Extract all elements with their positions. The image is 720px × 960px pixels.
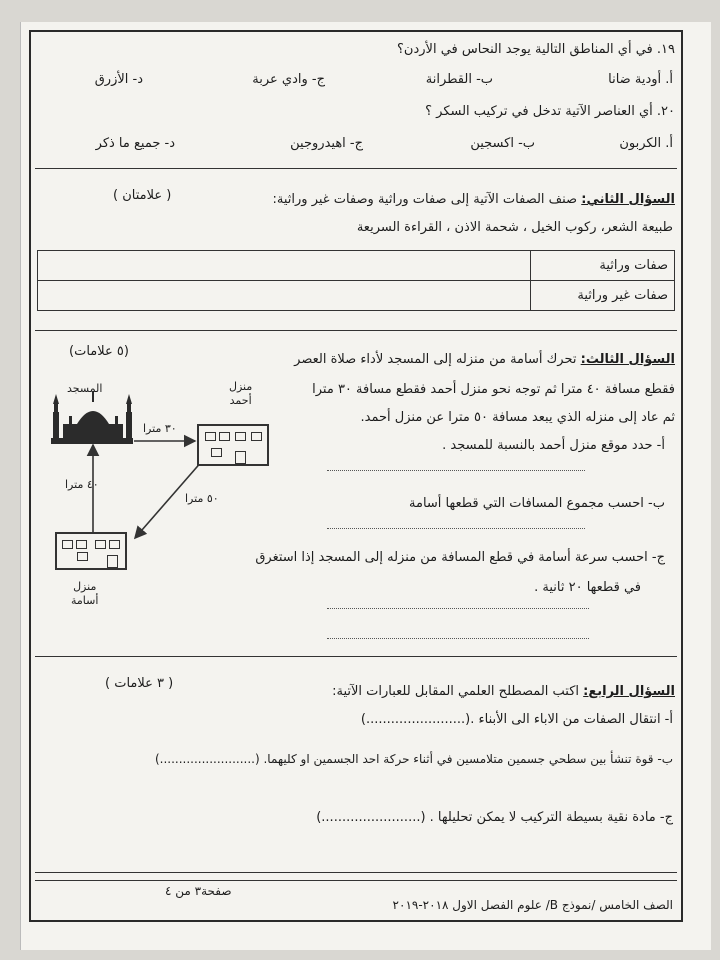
section2-heading — [273, 192, 675, 207]
divider — [35, 872, 677, 873]
page-number: صفحة٣ من ٤ — [165, 884, 232, 898]
section4-heading — [332, 684, 675, 699]
section4-part-c: ج- مادة نقية بسيطة التركيب لا يمكن تحليلها . (........................) — [316, 810, 673, 825]
mosque-label: المسجد — [67, 382, 103, 395]
answer-line[interactable] — [327, 470, 585, 471]
q20-option-a: أ. الكربون — [619, 136, 673, 151]
answer-line[interactable] — [327, 638, 589, 639]
section4-part-a: أ- انتقال الصفات من الاباء الى الأبناء .(........................) — [360, 712, 673, 727]
divider — [35, 656, 677, 657]
section3-line1: فقطع مسافة ٤٠ مترا ثم توجه نحو منزل أحمد فقطع مسافة ٣٠ مترا — [312, 382, 675, 397]
q20-option-d: د- جميع ما ذكر — [95, 136, 175, 151]
section3-part-c2: في قطعها ٢٠ ثانية . — [534, 580, 641, 595]
section3-label: السؤال الثالث: — [580, 352, 675, 367]
divider — [35, 880, 677, 881]
section2-label: السؤال الثاني: — [581, 192, 675, 207]
q20-question: ٢٠. أي العناصر الآتية تدخل في تركيب السكر ؟ — [425, 104, 675, 119]
row-header: صفات وراثية — [531, 251, 675, 281]
q19-question: ١٩. في أي المناطق التالية يوجد النحاس في الأردن؟ — [397, 42, 675, 57]
q19-option-a: أ. أودية ضانا — [608, 72, 673, 87]
section3-line2: ثم عاد إلى منزله الذي يبعد مسافة ٥٠ مترا عن منزل أحمد. — [360, 410, 675, 425]
section3-heading — [294, 352, 675, 367]
section2-marks: ( علامتان ) — [113, 188, 172, 203]
section4-marks: ( ٣ علامات ) — [105, 676, 174, 691]
section3-prompt: تحرك أسامة من منزله إلى المسجد لأداء صلاة العصر — [294, 352, 577, 367]
q19-option-d: د- الأزرق — [94, 72, 143, 87]
section2-prompt: صنف الصفات الآتية إلى صفات وراثية وصفات غير وراثية: — [272, 192, 578, 207]
section3-part-c1: ج- احسب سرعة أسامة في قطع المسافة من منزله إلى المسجد إذا استغرق — [255, 550, 665, 565]
section4-label: السؤال الرابع: — [583, 684, 675, 699]
distance-30-label: ٣٠ مترا — [143, 422, 177, 435]
q19-option-b: ب- القطرانة — [425, 72, 493, 87]
answer-line[interactable] — [327, 608, 589, 609]
mosque-icon — [51, 392, 133, 444]
footer-exam-info: الصف الخامس /نموذج B/ علوم الفصل الاول ٢٠١٨-٢٠١٩ — [392, 898, 673, 912]
row-header: صفات غير وراثية — [531, 281, 675, 311]
section4-prompt: اكتب المصطلح العلمي المقابل للعبارات الآتية: — [332, 684, 580, 699]
section4-part-b: ب- قوة تنشأ بين سطحي جسمين متلامسين في أثناء حركة احد الجسمين او كليهما. (.........................) — [154, 752, 673, 766]
section3-marks: (٥ علامات) — [69, 344, 129, 359]
q20-option-c: ج- اهيدروجين — [290, 136, 363, 151]
distance-50-label: ٥٠ مترا — [185, 492, 219, 505]
ahmad-house-icon — [197, 424, 269, 466]
exam-sheet — [20, 22, 711, 950]
answer-line[interactable] — [327, 528, 585, 529]
section3-part-a: أ- حدد موقع منزل أحمد بالنسبة للمسجد . — [442, 438, 665, 453]
section2-traits: طبيعة الشعر، ركوب الخيل ، شحمة الاذن ، القراءة السريعة — [356, 220, 673, 235]
distance-40-label: ٤٠ مترا — [65, 478, 99, 491]
page-frame — [29, 30, 683, 922]
osama-house-icon — [55, 532, 127, 570]
q19-option-c: ج- وادي عربة — [252, 72, 325, 87]
osama-house-label: منزل أسامة — [71, 580, 99, 607]
q20-option-b: ب- اكسجين — [470, 136, 535, 151]
section3-part-b: ب- احسب مجموع المسافات التي قطعها أسامة — [409, 496, 665, 511]
ahmad-house-label: منزل أحمد — [229, 380, 253, 407]
